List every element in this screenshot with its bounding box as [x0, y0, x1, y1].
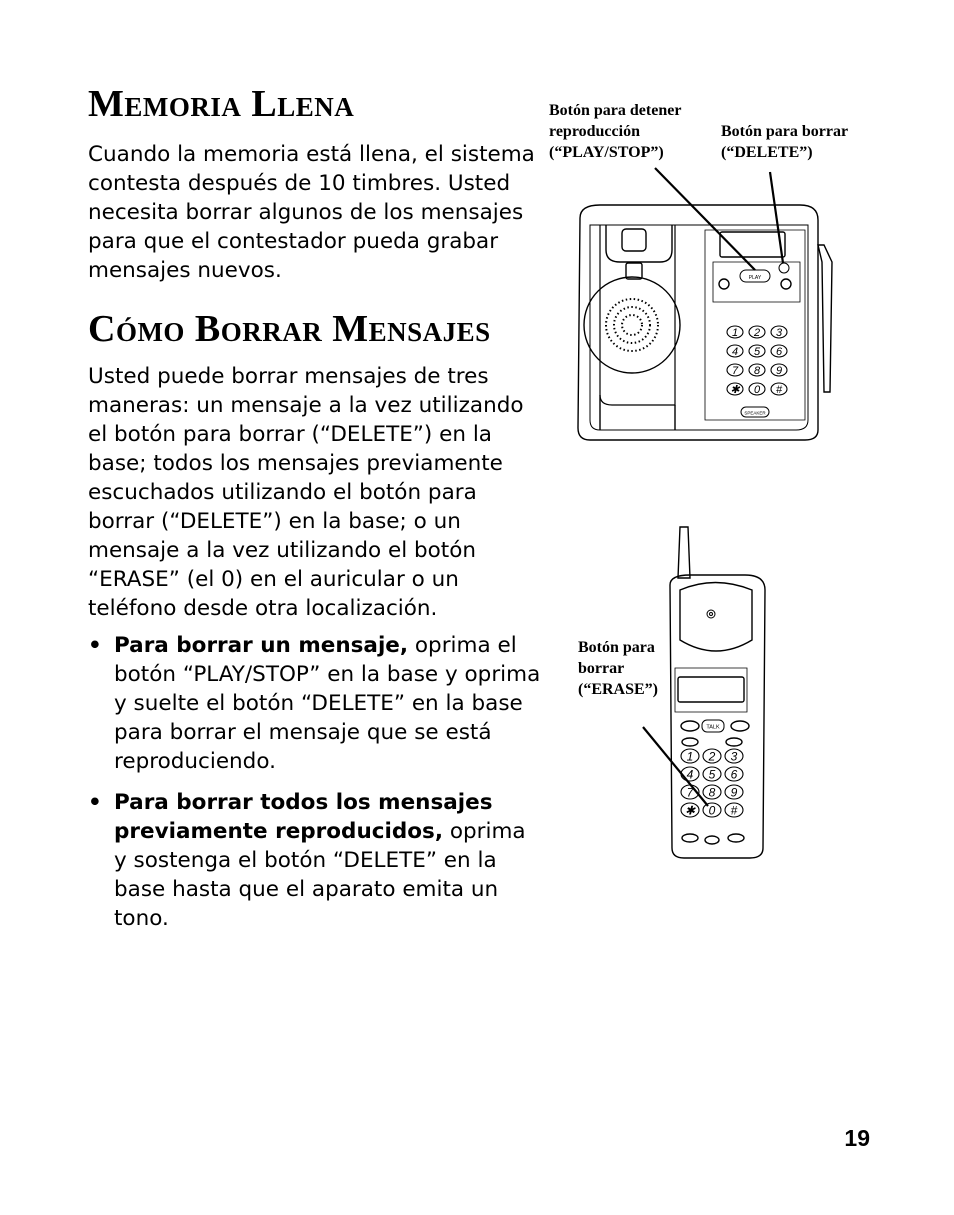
key-label: 9	[775, 364, 783, 377]
handset-button[interactable]	[728, 834, 744, 842]
base-button[interactable]	[719, 279, 729, 289]
key-label: 3	[775, 326, 783, 339]
callout-erase: Botón para borrar (“ERASE”)	[578, 639, 659, 698]
paragraph-memoria-llena: Cuando la memoria está llena, el sistema contesta después de 10 timbres. Usted necesita borrar algunos de los mensajes para que el contestador pueda grabar mensajes nuevos.	[88, 142, 535, 283]
speaker-grille	[606, 299, 658, 351]
bullet-text: oprima y sostenga el botón “DELETE” en la base hasta que el aparato emita un tono.	[114, 819, 526, 931]
key-label: 0	[753, 383, 761, 396]
handset-display	[678, 677, 744, 702]
bullet-text: oprima el botón “PLAY/STOP” en la base y oprima y suelte el botón “DELETE” en la base para borrar el mensaje que se está reproduciendo.	[114, 633, 541, 774]
key-label: 6	[775, 345, 783, 358]
leader-line-delete	[770, 172, 783, 263]
key-label: 7	[686, 785, 694, 800]
key-label: 4	[731, 345, 739, 358]
key-label: 0	[708, 803, 716, 818]
base-station-illustration	[578, 205, 832, 440]
key-label: 2	[708, 749, 716, 764]
handset-button[interactable]	[705, 836, 719, 844]
base-button[interactable]	[781, 279, 791, 289]
heading-como-borrar: Cómo Borrar Mensajes	[88, 308, 491, 350]
key-label: 5	[708, 767, 716, 782]
key-label: 8	[753, 364, 761, 377]
key-label: 2	[753, 326, 761, 339]
key-label: 3	[730, 749, 738, 764]
key-label: 1	[731, 326, 739, 339]
handset-button[interactable]	[731, 721, 749, 731]
bullet-lead: Para borrar todos los mensajes previamente reproducidos,	[114, 790, 493, 844]
key-label: 8	[708, 785, 716, 800]
key-label: ✱	[730, 383, 740, 396]
handset-button[interactable]	[726, 738, 742, 746]
leader-line-erase	[643, 727, 708, 806]
base-keypad	[727, 326, 787, 396]
callout-delete: Botón para borrar (“DELETE”)	[721, 123, 848, 161]
handset-button[interactable]	[682, 834, 698, 842]
key-label: 1	[686, 749, 694, 764]
bullet-dot: •	[88, 790, 102, 815]
key-label: 9	[730, 785, 738, 800]
page-number: 19	[844, 1125, 870, 1151]
key-label: 5	[753, 345, 761, 358]
handset-button[interactable]	[682, 738, 698, 746]
talk-label: TALK	[706, 724, 720, 731]
key-label: 6	[730, 767, 738, 782]
paragraph-como-borrar: Usted puede borrar mensajes de tres maneras: un mensaje a la vez utilizando el botón para borrar (“DELETE”) en la base; todos los mensajes previamente escuchados utilizando el botón para borrar (“DELETE”) en la base; o un mensaje a la vez utilizando el botón “ERASE” (el 0) en el auricular o un teléfono desde otra localización.	[88, 364, 524, 621]
play-stop-label: PLAY	[748, 275, 762, 281]
key-label: #	[775, 383, 783, 396]
callout-play-stop: Botón para detener reproducción (“PLAY/STOP”)	[549, 102, 682, 161]
key-label: ✱	[684, 803, 696, 818]
heading-memoria-llena: Memoria Llena	[88, 83, 355, 125]
key-label: 7	[731, 364, 739, 377]
key-label: 4	[686, 767, 694, 782]
bullet-lead: Para borrar un mensaje,	[114, 633, 409, 658]
delete-button[interactable]	[779, 263, 789, 273]
bullet-dot: •	[88, 633, 102, 658]
speaker-label: SPEAKER	[744, 410, 766, 416]
handset-button[interactable]	[681, 721, 699, 731]
key-label: #	[730, 803, 738, 818]
